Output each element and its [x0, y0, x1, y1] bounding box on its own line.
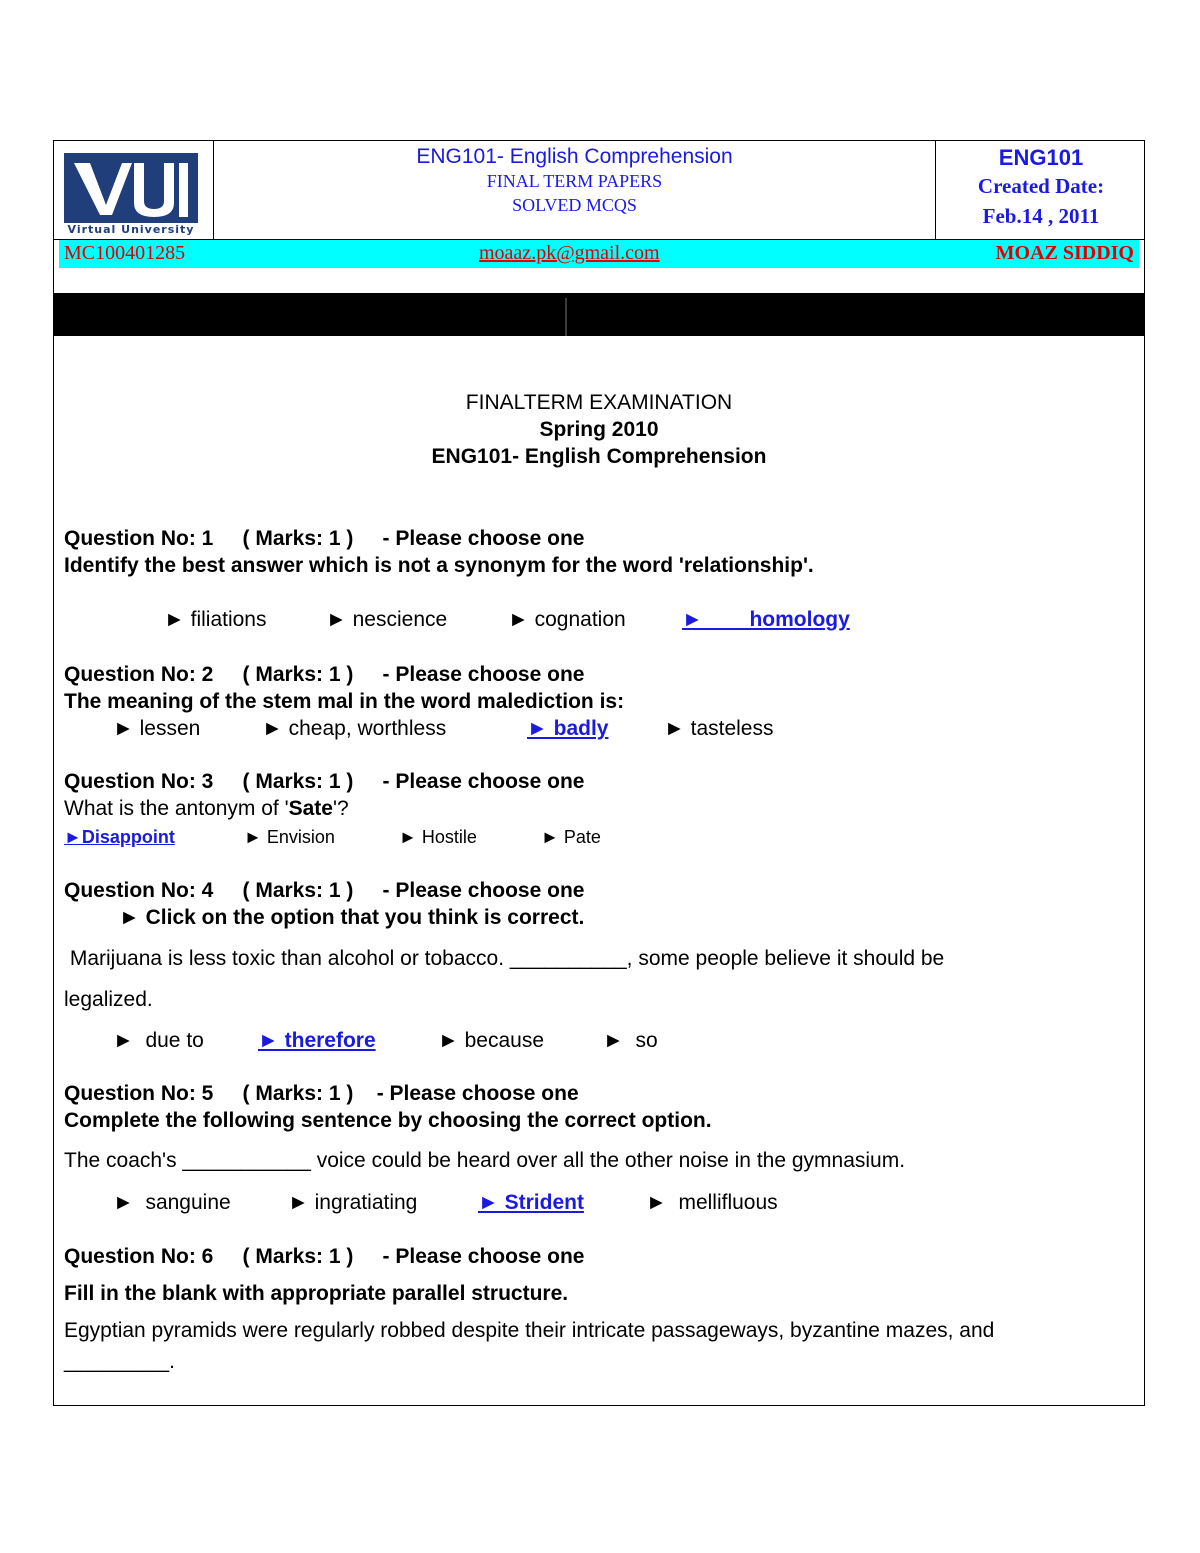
option-disappoint-answer[interactable]: ►Disappoint: [64, 827, 175, 847]
email-link[interactable]: moaaz.pk@gmail.com: [479, 242, 660, 264]
option-nescience[interactable]: ► nescience: [326, 608, 448, 631]
prompt-post: '?: [332, 797, 349, 820]
question-3: [64, 768, 584, 822]
question-prompt: Complete the following sentence by choosing the correct option.: [64, 1109, 712, 1132]
option-so[interactable]: ► so: [603, 1029, 658, 1052]
author-bar: [59, 240, 1139, 268]
option-sanguine[interactable]: ► sanguine: [113, 1191, 231, 1214]
option-badly-answer[interactable]: ► badly: [527, 717, 609, 740]
option-filiations[interactable]: ► filiations: [164, 608, 267, 631]
option-cognation[interactable]: ► cognation: [508, 608, 626, 631]
question-header: Question No: 5 ( Marks: 1 ) - Please choose one: [64, 1082, 579, 1105]
logo-caption: Virtual University: [67, 223, 195, 236]
exam-course: ENG101- English Comprehension: [431, 445, 767, 468]
author-name: MOAZ SIDDIQ: [995, 242, 1134, 264]
question-header: Question No: 3 ( Marks: 1 ) - Please choose one: [64, 770, 585, 793]
question-1: [64, 525, 814, 579]
option-tasteless[interactable]: ► tasteless: [664, 717, 774, 740]
bar-split: [565, 298, 567, 336]
black-divider-bar: [54, 293, 1144, 336]
prompt-bold-word: Sate: [288, 797, 333, 820]
question-body-line-1: Marijuana is less toxic than alcohol or tobacco. __________, some people believe it should be: [64, 947, 945, 970]
question-body-line-2: _________.: [64, 1350, 175, 1373]
question-body-line-1: The coach's ___________ voice could be heard over all the other noise in the gymnasium.: [64, 1149, 906, 1172]
question-prompt: [64, 795, 584, 822]
vu-logo-icon: [64, 153, 198, 223]
option-because[interactable]: ► because: [438, 1029, 545, 1052]
question-prompt: Identify the best answer which is not a synonym for the word 'relationship'.: [64, 554, 814, 577]
option-cheap-worthless[interactable]: ► cheap, worthless: [262, 717, 447, 740]
question-header: Question No: 4 ( Marks: 1 ) - Please choose one: [64, 879, 585, 902]
date-cell: [936, 141, 1146, 239]
option-envision[interactable]: ► Envision: [244, 827, 335, 847]
subtitle-solved-mcqs: SOLVED MCQS: [512, 195, 637, 215]
option-pate[interactable]: ► Pate: [541, 827, 601, 847]
subtitle-final-term: FINAL TERM PAPERS: [486, 171, 663, 191]
question-header: Question No: 6 ( Marks: 1 ) - Please choose one: [64, 1245, 585, 1268]
question-body-line-2: legalized.: [64, 988, 153, 1011]
question-header: Question No: 1 ( Marks: 1 ) - Please choose one: [64, 527, 585, 550]
option-hostile[interactable]: ► Hostile: [399, 827, 477, 847]
university-logo: [64, 153, 198, 237]
created-label: Created Date:: [977, 174, 1105, 198]
exam-title: FINALTERM EXAMINATION: [465, 391, 733, 414]
title-cell: [214, 141, 936, 239]
option-homology-answer[interactable]: ► homology: [682, 608, 850, 631]
course-code: ENG101: [998, 145, 1084, 170]
question-prompt: ► Click on the option that you think is correct.: [119, 906, 585, 929]
course-title: ENG101- English Comprehension: [416, 145, 733, 168]
question-header: Question No: 2 ( Marks: 1 ) - Please choose one: [64, 663, 585, 686]
question-6: [64, 1243, 994, 1375]
question-4: [64, 877, 944, 1013]
question-body-line-1: Egyptian pyramids were regularly robbed despite their intricate passageways, byzantine mazes, and: [64, 1319, 995, 1342]
student-id: MC100401285: [64, 242, 186, 264]
header-table: [54, 141, 1144, 240]
option-due-to[interactable]: ► due to: [113, 1029, 204, 1052]
option-therefore-answer[interactable]: ► therefore: [258, 1029, 376, 1052]
prompt-pre: What is the antonym of ': [64, 797, 289, 820]
document-frame: [53, 140, 1145, 1406]
exam-heading: [54, 389, 1144, 470]
exam-term: Spring 2010: [539, 418, 659, 441]
option-ingratiating[interactable]: ► ingratiating: [288, 1191, 418, 1214]
created-date: Feb.14 , 2011: [982, 204, 1100, 228]
question-prompt: Fill in the blank with appropriate parallel structure.: [64, 1282, 569, 1305]
option-strident-answer[interactable]: ► Strident: [478, 1191, 584, 1214]
question-2: [64, 661, 624, 715]
logo-cell: [54, 141, 214, 239]
option-mellifluous[interactable]: ► mellifluous: [646, 1191, 778, 1214]
option-lessen[interactable]: ► lessen: [113, 717, 201, 740]
question-5: [64, 1080, 905, 1174]
question-prompt: The meaning of the stem mal in the word malediction is:: [64, 690, 625, 713]
